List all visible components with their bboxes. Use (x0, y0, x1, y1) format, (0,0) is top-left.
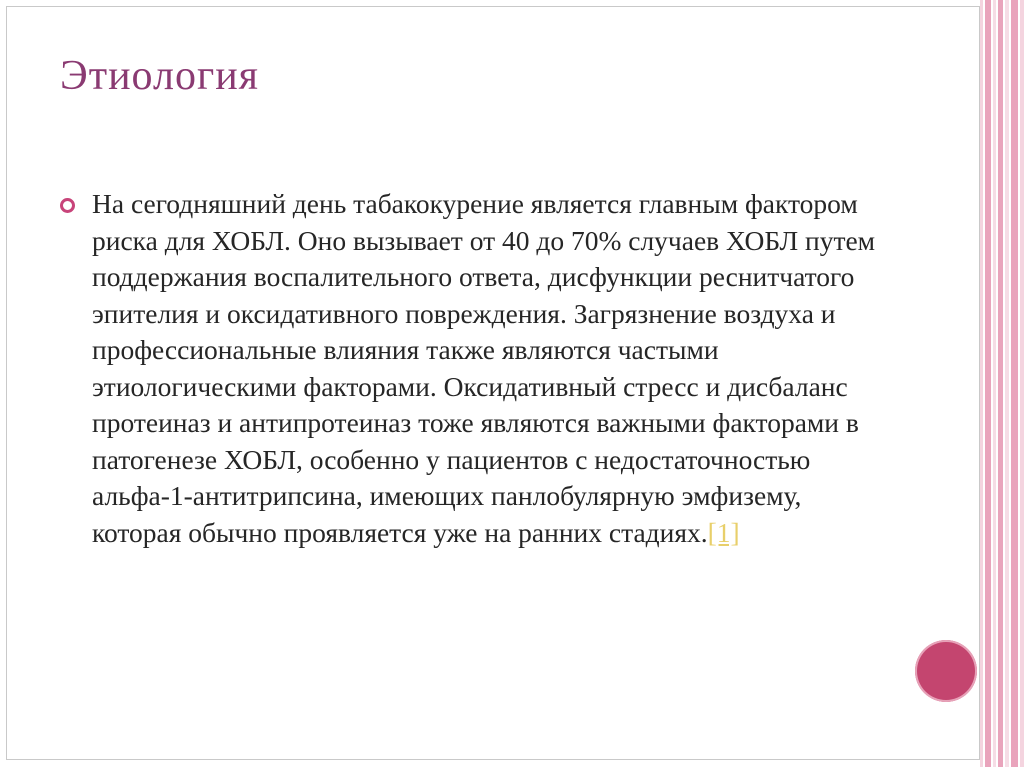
circle-decoration (915, 640, 977, 702)
stripe (1020, 0, 1024, 767)
ring-bullet-icon (60, 198, 75, 213)
stripe (1005, 0, 1009, 767)
stripe (1011, 0, 1018, 767)
bullet-text: На сегодняшний день табакокурение является главным фактором риска для ХОБЛ. Оно вызывает от 40 до 70% случаев ХОБЛ путем поддержания воспалительного ответа, дисфункции реснитчатого эпителия и оксидативного повреждения. Загрязнение воздуха и профессиональные влияния также являются частыми этиологическими факторами. Оксидативный стресс и дисбаланс протеиназ и антипротеиназ тоже являются важными факторами в патогенезе ХОБЛ, особенно у пациентов с недостаточностью альфа-1-антитрипсина, имеющих панлобулярную эмфизему, которая обычно проявляется уже на ранних стадиях. (92, 188, 876, 548)
bullet-paragraph (92, 186, 890, 551)
stripe (998, 0, 1003, 767)
reference-link[interactable]: [1] (707, 516, 740, 548)
stripe (985, 0, 991, 767)
stripe (980, 0, 983, 767)
bullet-item (60, 186, 890, 551)
decorative-stripes (980, 0, 1024, 767)
stripe (993, 0, 996, 767)
slide-title: Этиология (60, 53, 259, 99)
